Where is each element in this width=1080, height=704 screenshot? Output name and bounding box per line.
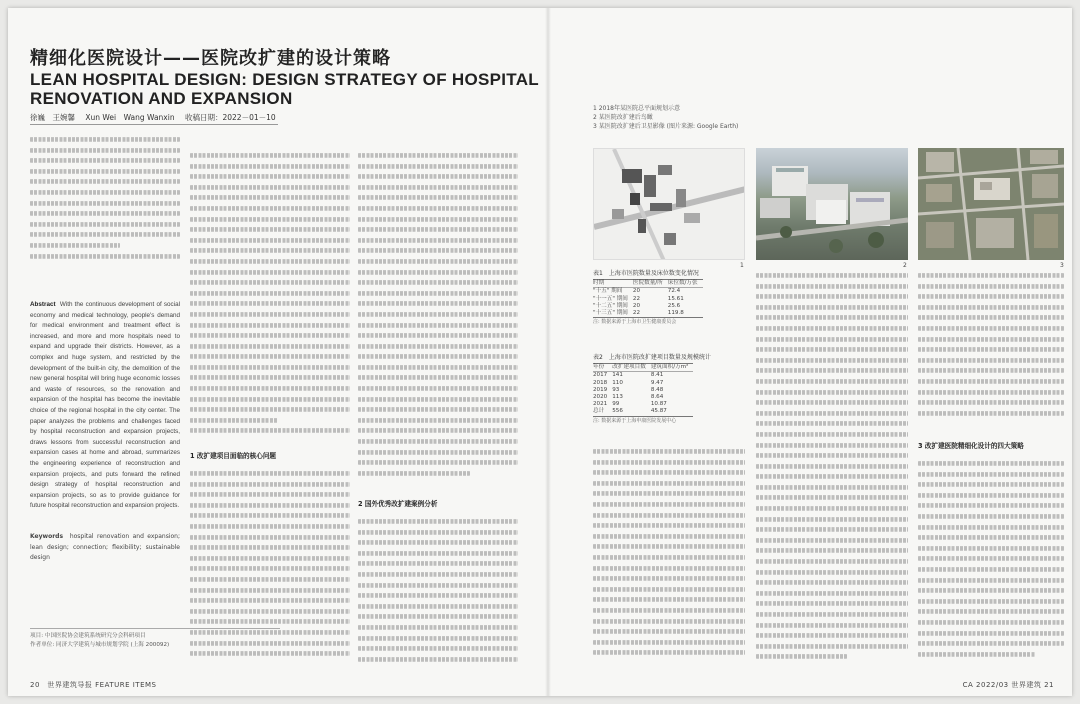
table-cell: 8.48 xyxy=(650,386,664,393)
table-cell: 8.41 xyxy=(650,372,664,379)
figure-caption-2: 2 某医院改扩建后鸟瞰 xyxy=(593,114,653,121)
byline xyxy=(30,112,284,123)
abstract-en-label: Abstract xyxy=(30,301,56,308)
body-text-col6-b xyxy=(918,458,1064,668)
table-2-header: 年份 xyxy=(593,364,612,372)
abstract-en-block xyxy=(30,300,180,530)
table-2-header: 改扩建项目数 xyxy=(612,364,651,372)
figure-1-number: 1 xyxy=(740,262,744,269)
page-gutter xyxy=(545,8,551,696)
table-cell: 20 xyxy=(632,302,641,309)
body-text-col5 xyxy=(756,270,908,668)
article-title-cn: 精细化医院设计——医院改扩建的设计策略 xyxy=(30,48,391,69)
authors-cn: 徐巍 王婉馨 xyxy=(30,113,75,122)
table-1-header: 床位数/万张 xyxy=(668,280,703,288)
table-1-header: 医院数量/所 xyxy=(633,280,668,288)
site-plan-drawing xyxy=(594,149,745,260)
table-cell: 2019 xyxy=(593,386,608,393)
table-cell: "十三五" 期间 xyxy=(593,310,628,317)
title-en-line-1: LEAN HOSPITAL DESIGN: DESIGN STRATEGY OF HOSPITAL xyxy=(30,70,539,89)
table-cell: 22 xyxy=(632,310,641,317)
table-cell: 10.87 xyxy=(650,401,667,408)
table-row xyxy=(593,380,693,387)
table-cell: "十一五" 期间 xyxy=(593,295,628,302)
table-1-note: 注: 数据来源于上海市卫生健康委员会 xyxy=(593,319,677,326)
section-3-heading: 3 改扩建医院精细化设计的四大策略 xyxy=(918,442,1024,450)
table-row xyxy=(593,288,703,296)
figure-caption-1: 1 2018年某医院总平面规划示意 xyxy=(593,105,680,112)
body-text-col4 xyxy=(593,446,745,668)
figure-3-satellite-image xyxy=(918,148,1064,260)
satellite-drawing xyxy=(918,148,1064,260)
section-2-head-wrap xyxy=(358,494,518,514)
abstract-cn-block xyxy=(30,134,180,262)
keywords-label: Keywords xyxy=(30,533,64,540)
table-1-grid xyxy=(593,279,703,318)
page-footer-right: CA 2022/03 世界建筑 21 xyxy=(962,681,1054,689)
figure-caption-3: 3 某医院改扩建后卫星影像 (图片来源: Google Earth) xyxy=(593,123,739,130)
body-text-col6 xyxy=(918,270,1064,430)
table-cell: 141 xyxy=(612,372,623,379)
table-cell: 72.4 xyxy=(667,288,681,295)
table-cell: 2018 xyxy=(593,379,608,386)
figure-2-number: 2 xyxy=(903,262,907,269)
table-cell: 20 xyxy=(632,288,641,295)
table-row xyxy=(593,296,703,303)
figure-captions xyxy=(593,104,738,131)
figure-1-site-plan xyxy=(593,148,745,260)
table-row xyxy=(593,408,693,416)
table-cell: 15.61 xyxy=(667,295,684,302)
section-2-heading: 2 国外优秀改扩建案例分析 xyxy=(358,500,438,508)
table-cell: 22 xyxy=(632,295,641,302)
table-row xyxy=(593,310,703,318)
section-3-head-wrap xyxy=(918,436,1064,456)
section-1-heading: 1 改扩建项目面临的核心问题 xyxy=(190,452,277,460)
table-cell: "十五" 期间 xyxy=(593,288,623,295)
table-cell: "十二五" 期间 xyxy=(593,302,628,309)
body-text-col2 xyxy=(190,150,350,440)
table-1-header: 时期 xyxy=(593,280,633,288)
table-2 xyxy=(593,354,711,425)
table-row xyxy=(593,401,693,408)
keywords-text: hospital renovation and expansion; lean design; connection; flexibility; sustainable design xyxy=(30,533,180,562)
table-cell: 9.47 xyxy=(650,379,664,386)
page-footer-left: 20 世界建筑导报 FEATURE ITEMS xyxy=(30,681,157,689)
table-cell: 556 xyxy=(612,408,623,415)
table-cell: 45.87 xyxy=(650,408,667,415)
table-cell: 119.8 xyxy=(667,310,684,317)
table-cell: 2021 xyxy=(593,401,608,408)
table-2-note: 注: 数据来源于上海申康医院发展中心 xyxy=(593,417,677,424)
section-1-head-wrap xyxy=(190,446,350,466)
article-title-en xyxy=(30,70,550,108)
aerial-photo-drawing xyxy=(756,148,908,260)
title-rule xyxy=(30,124,278,125)
authors-en: Xun Wei Wang Wanxin xyxy=(85,113,175,122)
footnote: 项目: 中国医院协会建筑系统研究分会科研项目 作者单位: 同济大学建筑与城市规划学院 (上海 200092) xyxy=(30,628,280,650)
table-1-caption: 表1 上海市医院数量及床位数变化情况 xyxy=(593,270,699,277)
table-cell: 8.64 xyxy=(650,394,664,401)
table-cell: 2017 xyxy=(593,372,608,379)
received-date: 收稿日期：2022－01－10 xyxy=(184,113,276,122)
table-row xyxy=(593,372,693,380)
keywords-block xyxy=(30,532,180,562)
table-cell: 110 xyxy=(612,379,623,386)
table-row xyxy=(593,387,693,394)
table-cell: 113 xyxy=(612,394,623,401)
body-text-col3 xyxy=(358,150,518,486)
table-2-grid xyxy=(593,363,693,416)
body-text-col3-b xyxy=(358,516,518,668)
table-2-caption: 表2 上海市医院改扩建项目数量及规模统计 xyxy=(593,354,711,361)
table-cell: 25.6 xyxy=(667,302,681,309)
table-2-header: 建筑面积/万m² xyxy=(651,364,694,372)
abstract-en-text: With the continuous development of social economy and medical technology, people's demand for medical environment and treatment effect is increased, and more and more hospitals need to expand and upgrade their districts. However, as a complex and huge system, and restricted by the development of the built-in city, the demolition of the new general hospital will bring huge economic losses and waste of resources, so the renovation and expansion of the hospital has become the inevitable choice of the regional hospital in the city center. The paper analyzes the problems and challenges faced by hospital reconstruction and expansion projects, draws lessons from successful reconstruction and expansion cases at home and abroad, summarizes the engineering experience of reconstruction and expansion projects, and puts forward the refined design strategy of hospital reconstruction and expansion projects, so as to provide guidance for future hospital reconstruction and expansion projects. xyxy=(30,301,180,510)
table-1 xyxy=(593,270,703,326)
table-cell: 2020 xyxy=(593,394,608,401)
table-cell: 93 xyxy=(612,386,620,393)
table-cell: 总计 xyxy=(593,408,605,415)
table-row xyxy=(593,394,693,401)
table-row xyxy=(593,303,703,310)
title-en-line-2: RENOVATION AND EXPANSION xyxy=(30,89,293,108)
figure-2-aerial-photo xyxy=(756,148,908,260)
figure-3-number: 3 xyxy=(1060,262,1064,269)
magazine-spread xyxy=(8,8,1072,696)
table-cell: 99 xyxy=(612,401,620,408)
